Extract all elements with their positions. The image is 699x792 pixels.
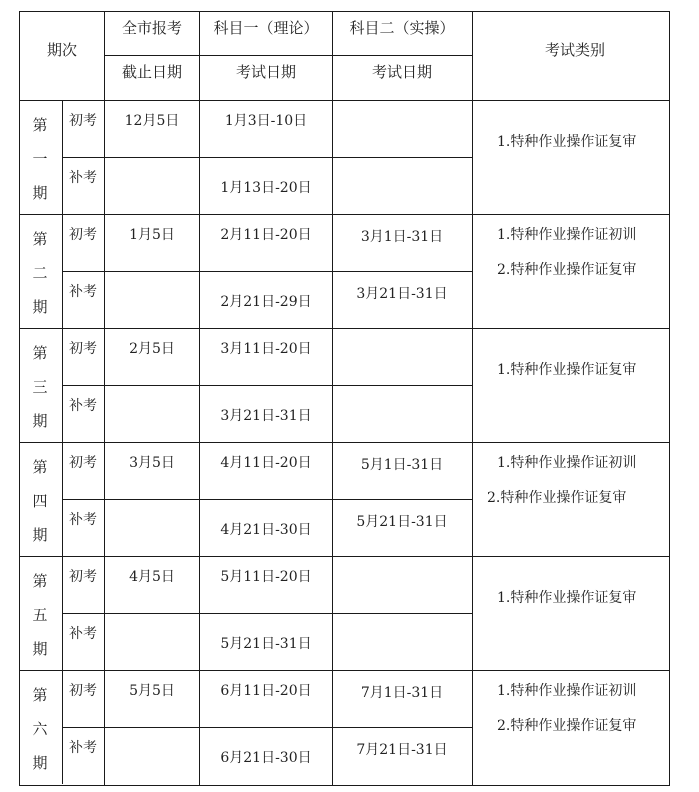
subject1-date: 6月21日-30日	[220, 750, 312, 766]
registration-deadline: 5月5日	[129, 683, 175, 699]
period-label-char: 第	[32, 572, 48, 590]
exam-type: 补考	[69, 170, 97, 186]
period-label-divider	[62, 556, 63, 670]
table-border-top	[19, 11, 670, 12]
header-bottom-line	[19, 100, 670, 101]
period-label-char: 第	[32, 458, 48, 476]
subject1-date: 3月21日-31日	[220, 408, 312, 424]
period-divider	[19, 328, 670, 329]
exam-category: 1.特种作业操作证初训	[497, 683, 637, 699]
period-label-divider	[62, 670, 63, 784]
subject1-date: 1月13日-20日	[220, 180, 312, 196]
period-label-char: 第	[32, 116, 48, 134]
registration-deadline: 1月5日	[129, 227, 175, 243]
header-registration-sub: 截止日期	[121, 63, 183, 81]
period-label-char: 期	[32, 298, 48, 316]
period-divider	[19, 442, 670, 443]
exam-type: 补考	[69, 284, 97, 300]
subject1-date: 6月11日-20日	[220, 683, 312, 699]
period-label-char: 期	[32, 640, 48, 658]
exam-type: 初考	[69, 113, 97, 129]
registration-deadline: 12月5日	[124, 113, 180, 129]
period-label-divider	[62, 442, 63, 556]
period-divider	[19, 214, 670, 215]
period-label-divider	[62, 100, 63, 214]
exam-type: 初考	[69, 227, 97, 243]
row-divider	[62, 271, 472, 272]
subject2-date: 3月1日-31日	[360, 229, 444, 245]
period-label-char: 六	[32, 720, 48, 738]
header-divider	[104, 55, 472, 56]
subject1-date: 1月3日-10日	[224, 113, 308, 129]
header-subject1-sub: 考试日期	[235, 63, 297, 81]
row-divider	[62, 157, 472, 158]
row-divider	[62, 385, 472, 386]
period-divider	[19, 556, 670, 557]
registration-deadline: 2月5日	[129, 341, 175, 357]
subject2-date: 7月21日-31日	[356, 742, 448, 758]
period-label-char: 一	[32, 150, 48, 168]
period-label-char: 期	[32, 526, 48, 544]
period-label-char: 四	[32, 492, 48, 510]
period-label-char: 三	[32, 378, 48, 396]
exam-category: 1.特种作业操作证初训	[497, 455, 637, 471]
exam-type: 初考	[69, 455, 97, 471]
period-label-char: 期	[32, 754, 48, 772]
subject2-date: 5月1日-31日	[360, 457, 444, 473]
header-category: 考试类别	[544, 41, 606, 59]
subject1-date: 5月11日-20日	[220, 569, 312, 585]
subject2-date: 5月21日-31日	[356, 514, 448, 530]
header-subject2: 科目二（实操）	[349, 19, 455, 37]
period-divider	[19, 670, 670, 671]
subject1-date: 2月11日-20日	[220, 227, 312, 243]
period-label-char: 期	[32, 412, 48, 430]
exam-category: 1.特种作业操作证复审	[497, 134, 637, 150]
period-label-divider	[62, 214, 63, 328]
period-label-char: 期	[32, 184, 48, 202]
exam-type: 补考	[69, 512, 97, 528]
header-registration: 全市报考	[121, 19, 183, 37]
row-divider	[62, 613, 472, 614]
subject1-date: 4月11日-20日	[220, 455, 312, 471]
header-period: 期次	[46, 41, 78, 59]
exam-type: 初考	[69, 683, 97, 699]
registration-deadline: 3月5日	[129, 455, 175, 471]
subject1-date: 2月21日-29日	[220, 294, 312, 310]
header-subject2-sub: 考试日期	[371, 63, 433, 81]
subject1-date: 4月21日-30日	[220, 522, 312, 538]
exam-category: 2.特种作业操作证复审	[497, 718, 637, 734]
period-label-char: 第	[32, 344, 48, 362]
exam-category: 2.特种作业操作证复审	[497, 262, 637, 278]
period-label-char: 第	[32, 230, 48, 248]
subject2-date: 7月1日-31日	[360, 685, 444, 701]
period-label-char: 二	[32, 264, 48, 282]
exam-category: 1.特种作业操作证复审	[497, 362, 637, 378]
period-label-char: 五	[32, 606, 48, 624]
period-label-divider	[62, 328, 63, 442]
subject1-date: 3月11日-20日	[220, 341, 312, 357]
registration-deadline: 4月5日	[129, 569, 175, 585]
header-subject1: 科目一（理论）	[213, 19, 319, 37]
subject2-date: 3月21日-31日	[356, 286, 448, 302]
exam-category: 2.特种作业操作证复审	[487, 490, 627, 506]
exam-type: 初考	[69, 569, 97, 585]
exam-category: 1.特种作业操作证初训	[497, 227, 637, 243]
exam-category: 1.特种作业操作证复审	[497, 590, 637, 606]
period-label-char: 第	[32, 686, 48, 704]
row-divider	[62, 727, 472, 728]
exam-type: 补考	[69, 626, 97, 642]
table-border-bottom	[19, 785, 670, 786]
exam-type: 初考	[69, 341, 97, 357]
exam-type: 补考	[69, 740, 97, 756]
row-divider	[62, 499, 472, 500]
exam-schedule-table	[19, 11, 670, 786]
subject1-date: 5月21日-31日	[220, 636, 312, 652]
exam-type: 补考	[69, 398, 97, 414]
